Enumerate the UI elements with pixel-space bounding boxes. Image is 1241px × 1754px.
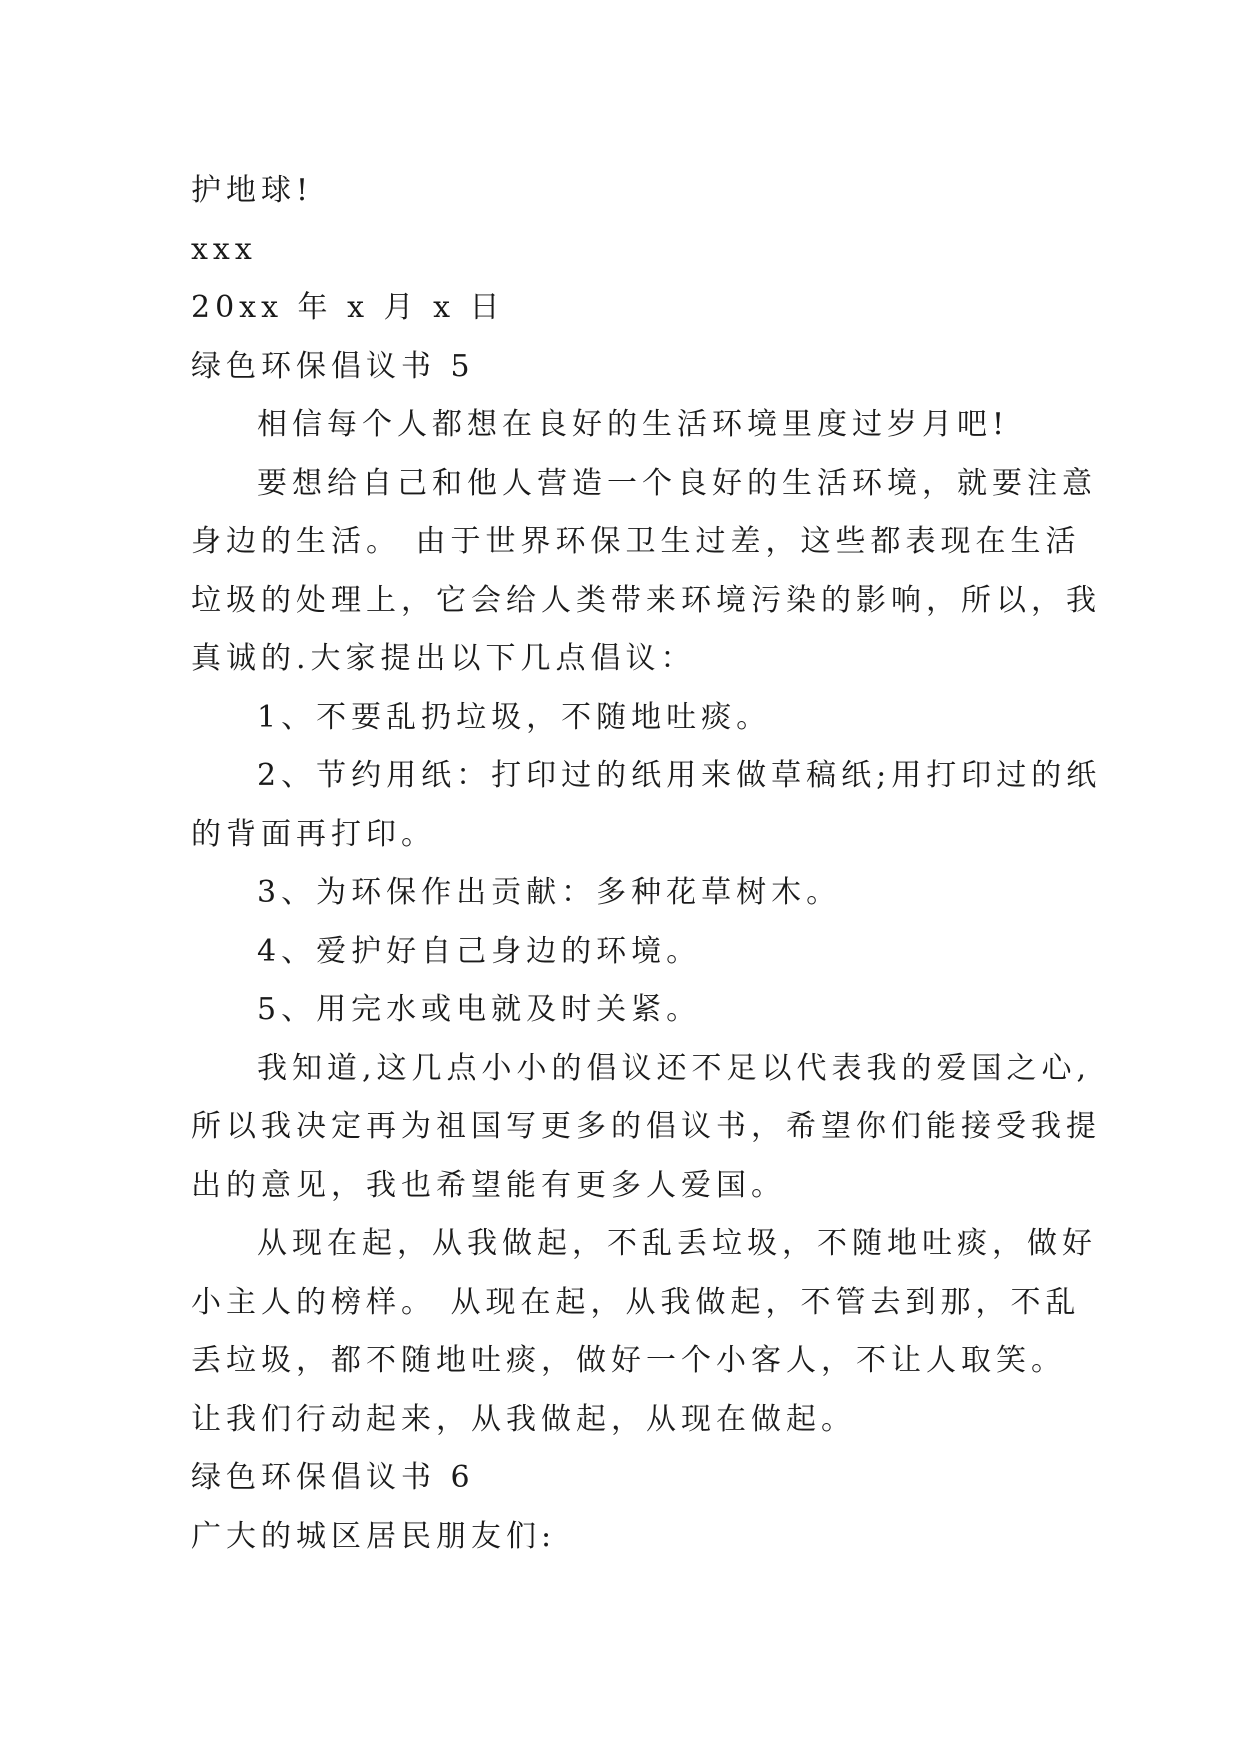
signature: xxx [191, 231, 257, 267]
paragraph-line: 小主人的榜样。 从现在起，从我做起，不管去到那，不乱 [191, 1284, 1081, 1320]
paragraph-line: 身边的生活。 由于世界环保卫生过差，这些都表现在生活 [191, 524, 1081, 559]
closing-line: 护地球! [191, 173, 314, 208]
date-line: 20xx 年 x 月 x 日 [191, 290, 505, 325]
section-heading-6: 绿色环保倡议书 6 [191, 1460, 475, 1495]
section-heading-5: 绿色环保倡议书 5 [191, 348, 475, 384]
paragraph-line: 出的意见，我也希望能有更多人爱国。 [191, 1167, 786, 1203]
list-item-continuation: 的背面再打印。 [191, 816, 436, 852]
document-page [191, 162, 1102, 1566]
paragraph-line: 真诚的.大家提出以下几点倡议： [191, 641, 696, 676]
paragraph-line: 要想给自己和他人营造一个良好的生活环境，就要注意 [257, 465, 1097, 501]
paragraph-line: 相信每个人都想在良好的生活环境里度过岁月吧! [257, 407, 1010, 442]
paragraph-line: 让我们行动起来，从我做起，从现在做起。 [191, 1401, 856, 1437]
list-item: 5、用完水或电就及时关紧。 [257, 992, 702, 1027]
list-item: 1、不要乱扔垃圾，不随地吐痰。 [257, 699, 772, 735]
paragraph-line: 垃圾的处理上，它会给人类带来环境污染的影响，所以，我 [191, 582, 1101, 618]
paragraph-line: 我知道,这几点小小的倡议还不足以代表我的爱国之心, [257, 1050, 1092, 1086]
paragraph-line: 所以我决定再为祖国写更多的倡议书，希望你们能接受我提 [191, 1109, 1101, 1144]
list-item: 3、为环保作出贡献：多种花草树木。 [257, 875, 842, 910]
list-item: 4、爱护好自己身边的环境。 [257, 933, 702, 969]
paragraph-line: 丢垃圾，都不随地吐痰，做好一个小客人，不让人取笑。 [191, 1343, 1066, 1378]
paragraph-line: 从现在起，从我做起，不乱丢垃圾，不随地吐痰，做好 [257, 1226, 1097, 1261]
list-item: 2、节约用纸：打印过的纸用来做草稿纸;用打印过的纸 [257, 758, 1102, 793]
salutation: 广大的城区居民朋友们: [191, 1518, 557, 1554]
